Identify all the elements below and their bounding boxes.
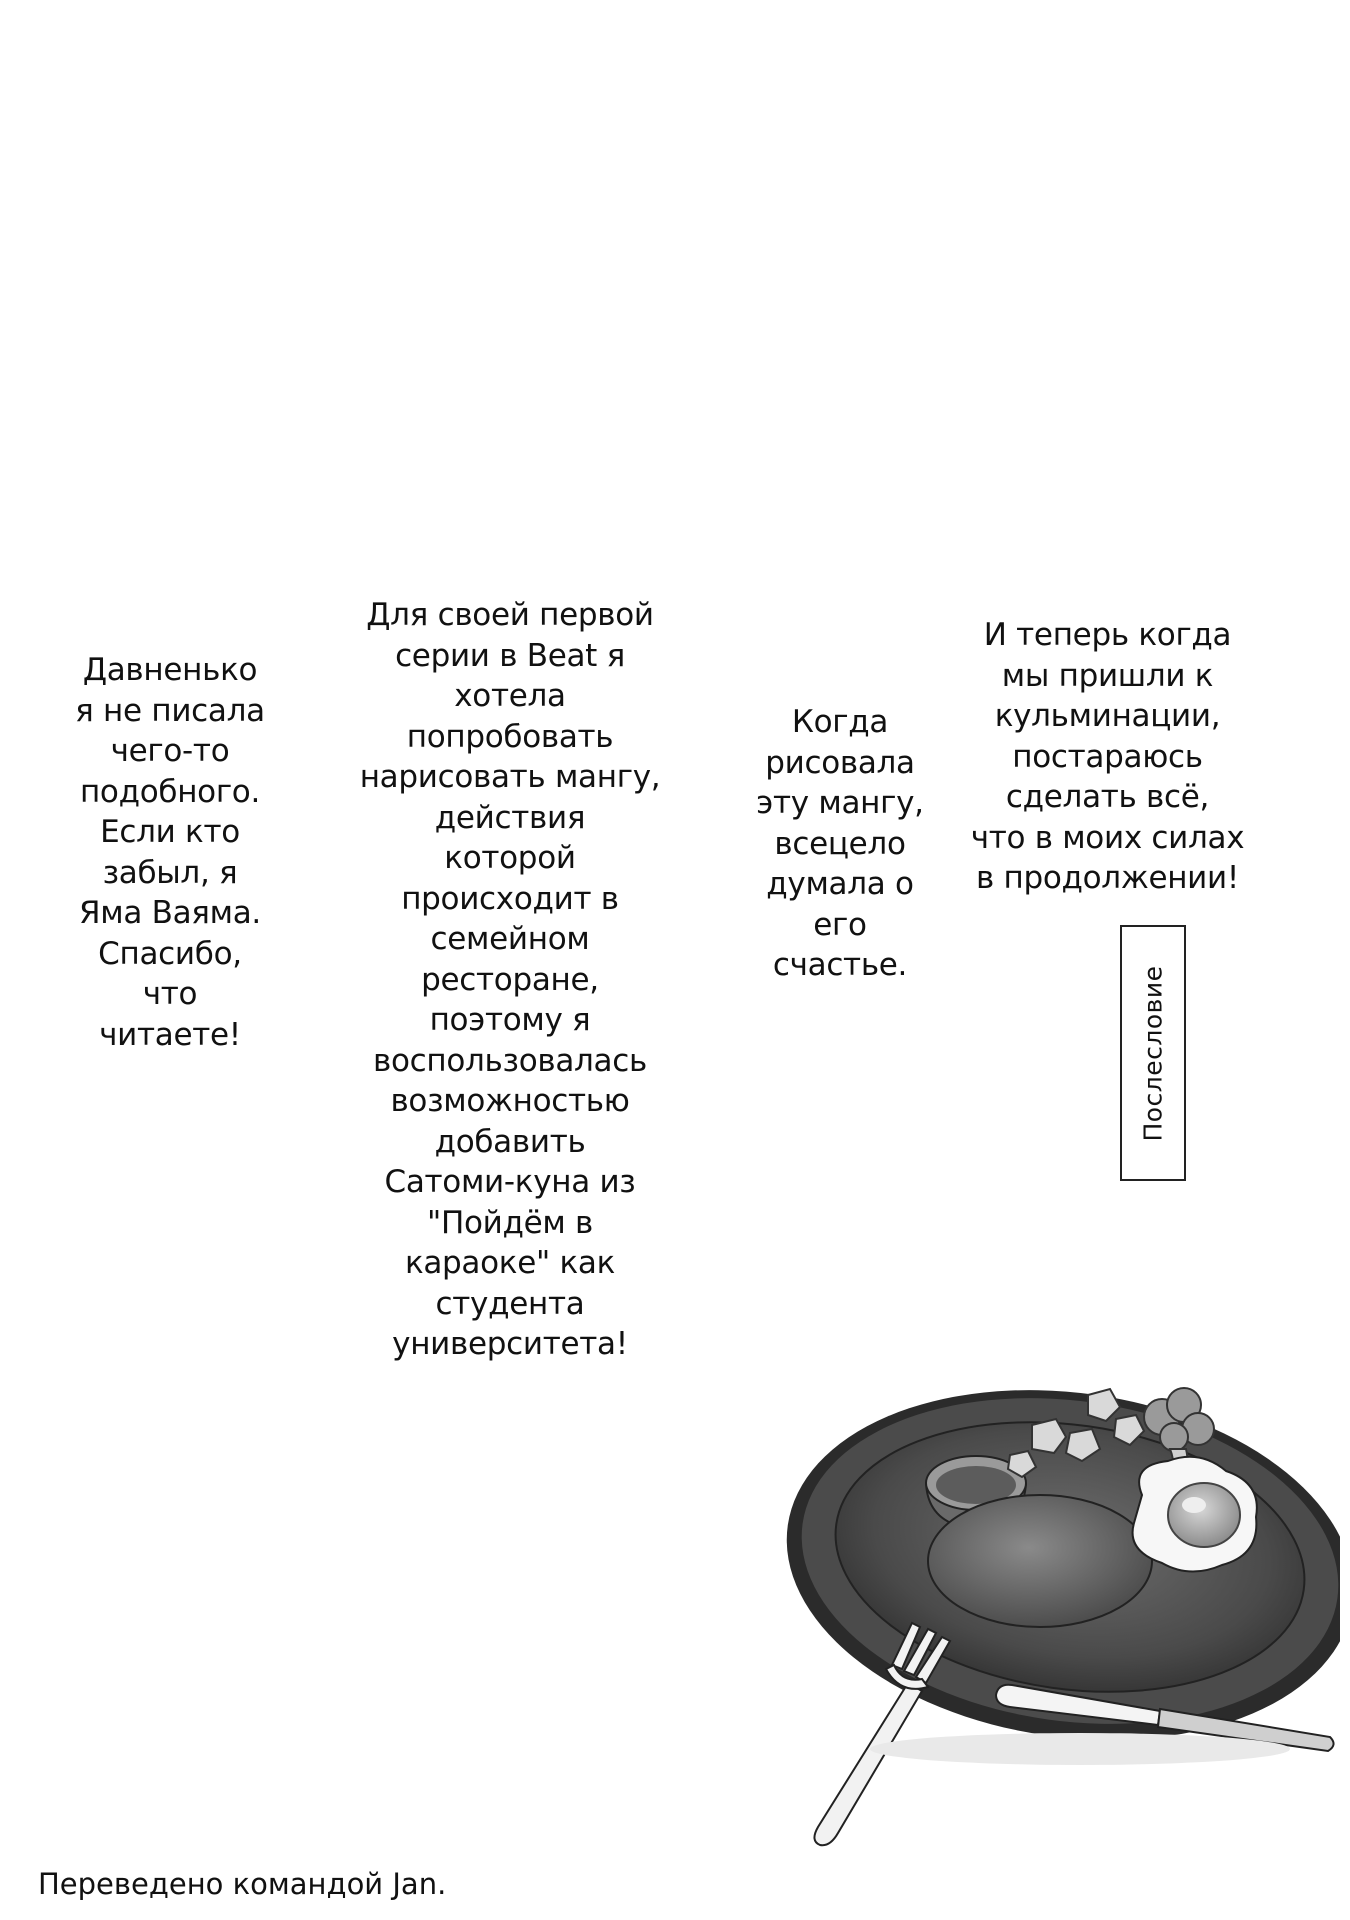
afterword-column-4: И теперь когда мы пришли к кульминации, постараюсь сделать всё, что в моих силах в продолжении! <box>970 617 1245 896</box>
afterword-label-box <box>1120 925 1186 1181</box>
afterword-column-1: Давненько я не писала чего-то подобного. Если кто забыл, я Яма Ваяма. Спасибо, что читаете! <box>75 652 265 1053</box>
afterword-column-2: Для своей первой серии в Beat я хотела попробовать нарисовать мангу, действия которой происходит в семейном ресторане, поэтому я воспользовалась возможностью добавить Сатоми-куна из "Пойдём в караоке" как студента университета! <box>359 597 661 1362</box>
steak-plate-illustration <box>770 1365 1340 1885</box>
afterword-label: Послесловие <box>1138 964 1168 1142</box>
hamburg-steak <box>928 1495 1152 1627</box>
afterword-column-3: Когда рисовала эту мангу, всецело думала о его счастье. <box>756 704 924 983</box>
translation-credit: Переведено командой Jan. <box>38 1867 447 1901</box>
